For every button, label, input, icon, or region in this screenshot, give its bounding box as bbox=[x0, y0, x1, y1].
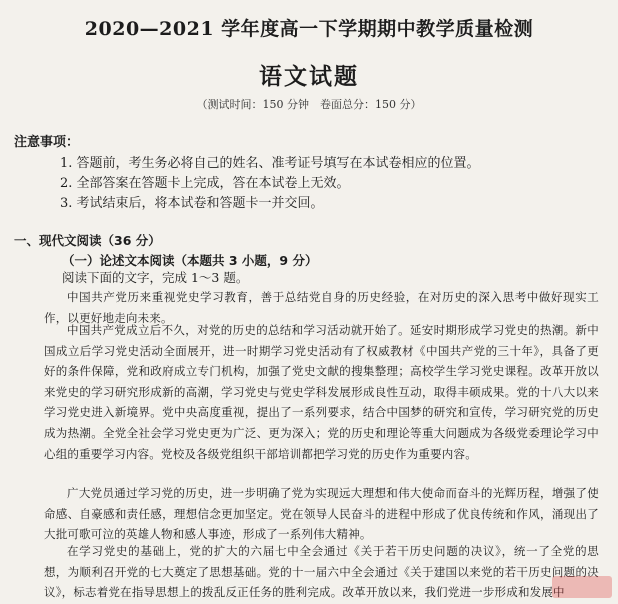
passage-paragraph-2: 中国共产党成立后不久，对党的历史的总结和学习活动就开始了。延安时期形成学习党史的热潮。新中国成立后学习党史活动全面展开，进一时期学习党史活动有了权威教材《中国共产党的三十年》，具备了更好的条件保障，党和政府成立专门机构，加强了党史文献的搜集整理；高校学生学习党史课程。改革开放以来党史的学习研究形成新的高潮，学习党史与党史学科发展形成良性互动，取得丰硕成果。党的十八大以来学习党史进入新境界。党中央高度重视，提出了一系列要求，结合中国梦的研究和宣传，学习研究党的历史成为热潮。全党全社会学习党史更为广泛、更为深入；党的历史和理论等重大问题成为各级党委理论学习中心组的重要学习内容。党校及各级党组织干部培训都把学习党的历史作为重要内容。 bbox=[44, 323, 599, 461]
passage-paragraph-4: 在学习党史的基础上，党的扩大的六届七中全会通过《关于若干历史问题的决议》，统一了全党的思想，为顺利召开党的七大奠定了思想基础。党的十一届六中全会通过《关于建国以来党的若干历史问题的决议》，标志着党在指导思想上的拨乱反正任务的胜利完成。改革开放以来，我们党进一步形成和发展中 bbox=[44, 544, 599, 600]
passage-paragraph-1: 中国共产党历来重视党史学习教育，善于总结党自身的历史经验，在对历史的深入思考中做好现实工作，以更好地走向未来。 bbox=[44, 290, 599, 325]
notice-item: 2. 全部答案在答题卡上完成，答在本试卷上无效。 bbox=[60, 176, 350, 191]
passage-paragraph-3: 广大党员通过学习党的历史，进一步明确了党为实现远大理想和伟大使命而奋斗的光辉历程，增强了使命感、自豪感和责任感，理想信念更加坚定。党在领导人民奋斗的进程中形成了优良传统和作风，涌现出了大批可歌可泣的英雄人物和感人事迹，形成了一系列伟大精神。 bbox=[44, 486, 599, 542]
exam-title: 2020—2021 学年度高一下学期期中教学质量检测 bbox=[84, 18, 534, 40]
subsection-heading: （一）论述文本阅读（本题共 3 小题，9 分） bbox=[62, 253, 318, 268]
watermark-stamp bbox=[552, 576, 612, 598]
notice-item: 1. 答题前，考生务必将自己的姓名、准考证号填写在本试卷相应的位置。 bbox=[60, 156, 480, 171]
exam-subtitle: 语文试题 bbox=[259, 63, 359, 90]
notice-heading: 注意事项： bbox=[14, 135, 80, 150]
section-heading: 一、现代文阅读（36 分） bbox=[14, 233, 161, 248]
notice-item: 3. 考试结束后，将本试卷和答题卡一并交回。 bbox=[60, 196, 324, 211]
exam-time-and-score: （测试时间：150 分钟 卷面总分：150 分） bbox=[196, 98, 422, 111]
reading-instruction: 阅读下面的文字，完成 1～3 题。 bbox=[62, 270, 249, 285]
